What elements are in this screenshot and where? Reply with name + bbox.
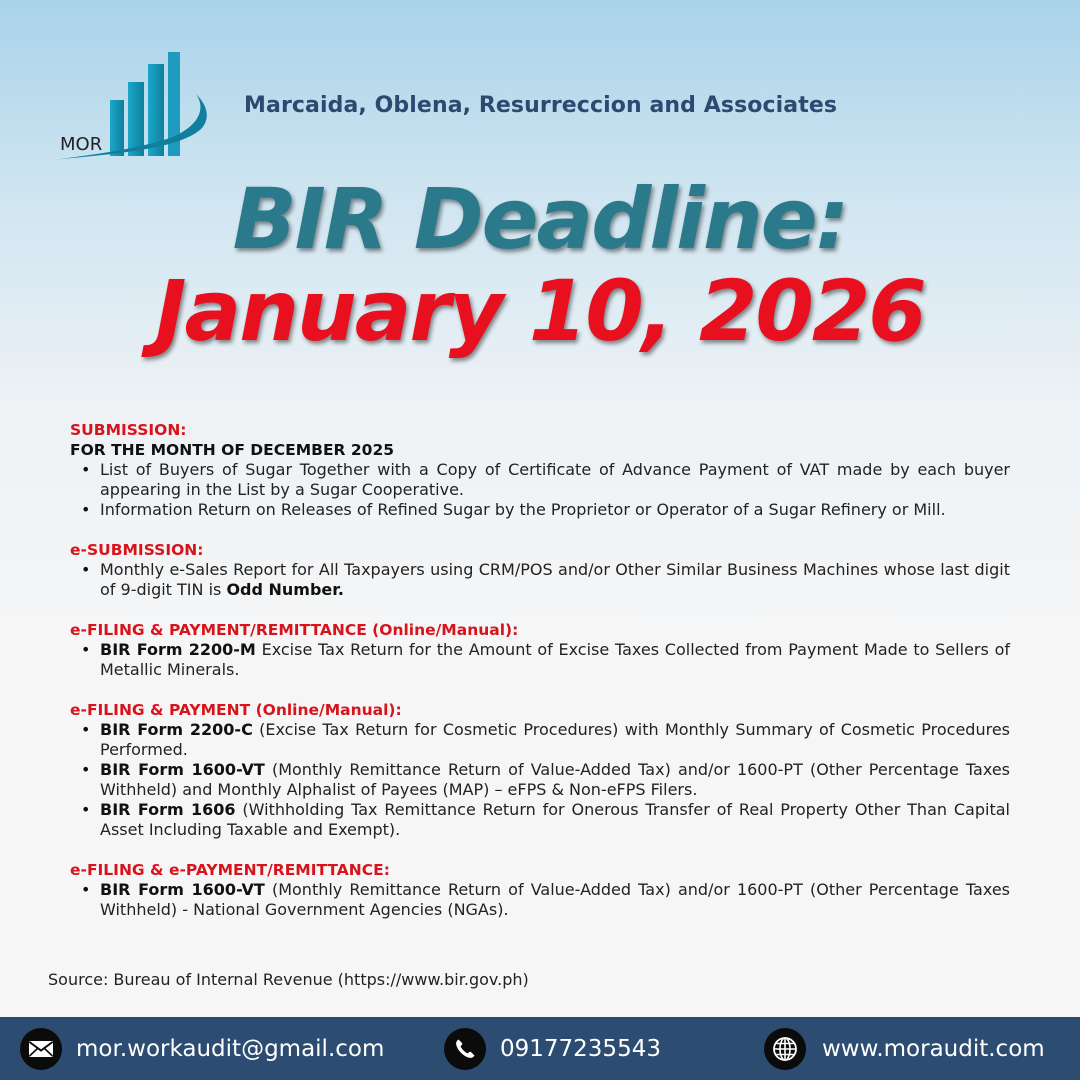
item-bold: BIR Form 1600-VT	[100, 880, 265, 899]
website-link[interactable]: www.moraudit.com	[822, 1035, 1045, 1062]
section-heading-submission: SUBMISSION:	[70, 421, 187, 439]
list-item	[70, 880, 1010, 920]
list-item	[70, 560, 1010, 600]
list-efiling-epayment	[70, 880, 1010, 920]
contact-footer	[0, 1017, 1080, 1080]
item-text: Excise Tax Return for the Amount of Excise Taxes Collected from Payment Made to Sellers of Metallic Minerals.	[100, 640, 1010, 679]
item-bold: BIR Form 1600-VT	[100, 760, 265, 779]
list-item	[70, 460, 1010, 500]
item-text: Monthly e-Sales Report for All Taxpayers using CRM/POS and/or Other Similar Business Machines whose last digit of 9-digit TIN is	[100, 560, 1010, 599]
item-text: (Withholding Tax Remittance Return for Onerous Transfer of Real Property Other Than Capital Asset Including Taxable and Exempt).	[100, 800, 1010, 839]
item-text: (Excise Tax Return for Cosmetic Procedures) with Monthly Summary of Cosmetic Procedures Performed.	[100, 720, 1011, 759]
item-bold: BIR Form 2200-C	[100, 720, 253, 739]
item-bold: BIR Form 1606	[100, 800, 236, 819]
item-bold: BIR Form 2200-M	[100, 640, 256, 659]
footer-phone[interactable]	[444, 1027, 661, 1070]
item-bold: Odd Number.	[226, 580, 344, 599]
globe-icon	[764, 1028, 806, 1070]
firm-name: Marcaida, Oblena, Resurreccion and Associates	[244, 93, 838, 118]
list-item	[70, 640, 1010, 680]
envelope-icon	[20, 1028, 62, 1070]
phone-number[interactable]: 09177235543	[500, 1035, 661, 1062]
section-subheading: FOR THE MONTH OF DECEMBER 2025	[70, 441, 395, 459]
list-item	[70, 720, 1010, 760]
item-text: (Monthly Remittance Return of Value-Added Tax) and/or 1600-PT (Other Percentage Taxes Withheld) - National Government Agencies (NGAs).	[100, 880, 1011, 919]
footer-website[interactable]	[764, 1027, 1045, 1070]
title-date: January 10, 2026	[155, 262, 925, 360]
list-item	[70, 500, 1010, 520]
company-logo	[50, 50, 210, 165]
footer-email[interactable]	[20, 1027, 384, 1070]
title-deadline: BIR Deadline:	[232, 170, 848, 268]
list-submission	[70, 460, 1010, 520]
email-link[interactable]: mor.workaudit@gmail.com	[76, 1035, 385, 1062]
deadline-content	[70, 420, 1010, 920]
list-e-submission	[70, 560, 1010, 600]
list-efiling-remittance	[70, 640, 1010, 680]
list-efiling-payment	[70, 720, 1010, 840]
list-item	[70, 800, 1010, 840]
item-text: (Monthly Remittance Return of Value-Added Tax) and/or 1600-PT (Other Percentage Taxes Withheld) and Monthly Alphalist of Payees (MAP) – eFPS & Non-eFPS Filers.	[100, 760, 1011, 799]
section-heading-efiling-remittance: e-FILING & PAYMENT/REMITTANCE (Online/Manual):	[70, 621, 519, 639]
phone-icon	[444, 1028, 486, 1070]
item-text: List of Buyers of Sugar Together with a Copy of Certificate of Advance Payment of VAT made by each buyer appearing in the List by a Sugar Cooperative.	[100, 460, 1010, 499]
list-item	[70, 760, 1010, 800]
section-heading-efiling-epayment: e-FILING & e-PAYMENT/REMITTANCE:	[70, 861, 390, 879]
logo-text: MOR	[60, 134, 103, 155]
item-text: Information Return on Releases of Refined Sugar by the Proprietor or Operator of a Sugar Refinery or Mill.	[100, 500, 946, 519]
source-note: Source: Bureau of Internal Revenue (https://www.bir.gov.ph)	[48, 970, 529, 989]
section-heading-e-submission: e-SUBMISSION:	[70, 541, 204, 559]
section-heading-efiling-payment: e-FILING & PAYMENT (Online/Manual):	[70, 701, 402, 719]
